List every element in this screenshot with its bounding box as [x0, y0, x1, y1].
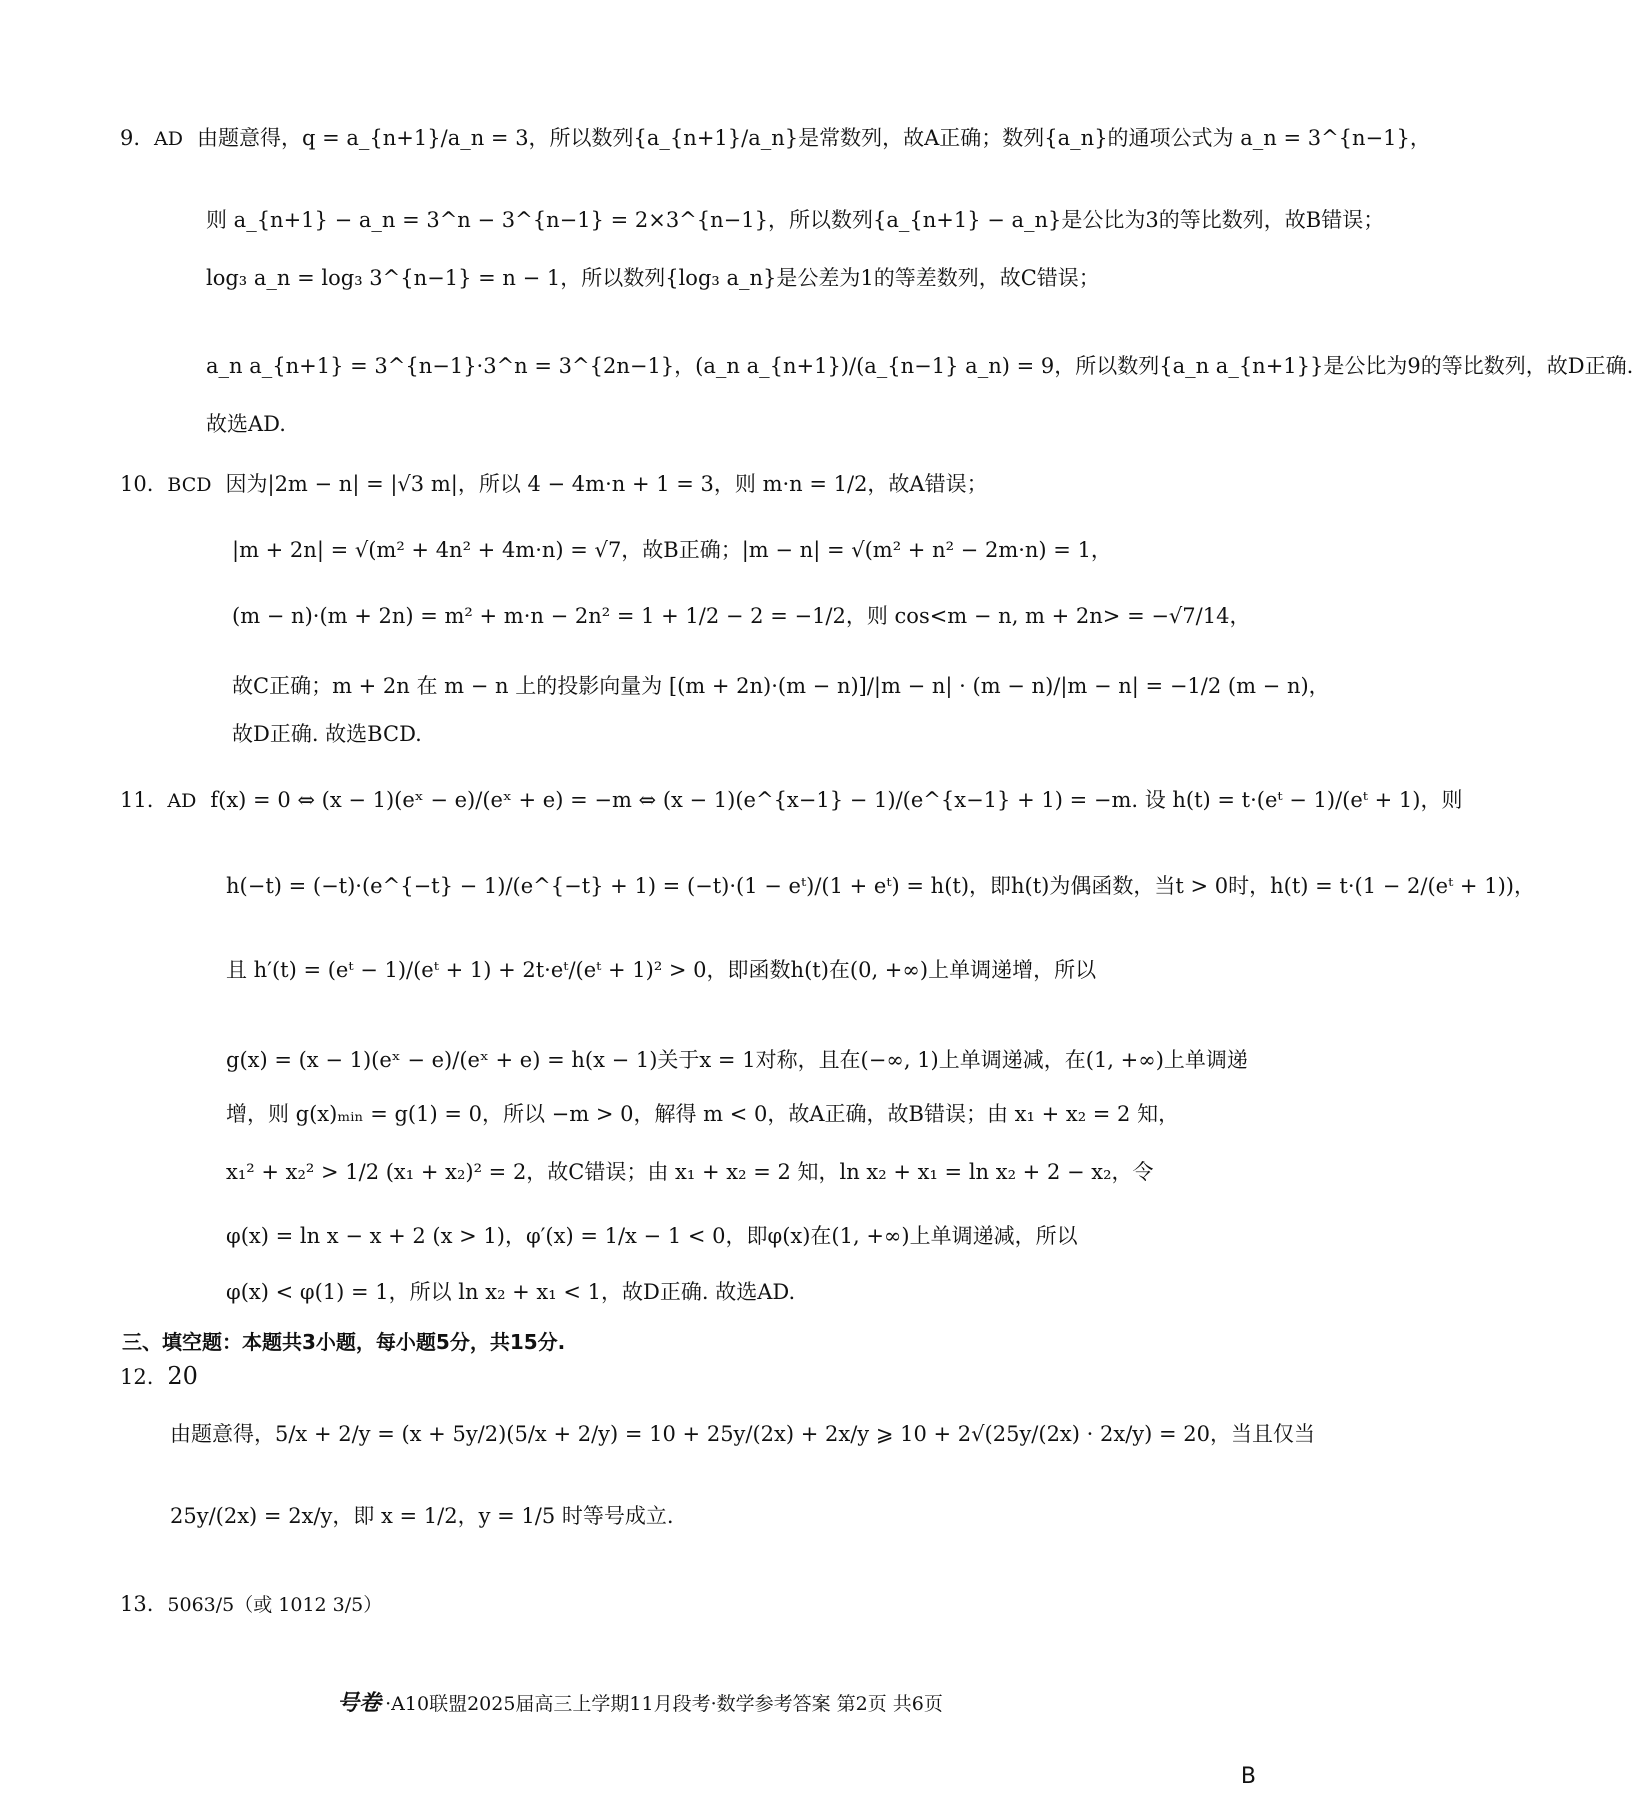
q11-line-4: g(x) = (x − 1)(eˣ − e)/(eˣ + e) = h(x − 1)关于x = 1对称，且在(−∞, 1)上单调递减，在(1, +∞)上单调递 — [226, 1048, 1248, 1072]
q10-answer: BCD — [167, 474, 212, 496]
q9-line-4: a_n a_{n+1} = 3^{n−1}·3^n = 3^{2n−1}，(a_n a_{n+1})/(a_{n−1} a_n) = 9，所以数列{a_n a_{n+1}}是公比为9的等比数列，故D正确. — [206, 354, 1633, 378]
q9-line-3: log₃ a_n = log₃ 3^{n−1} = n − 1，所以数列{log₃ a_n}是公差为1的等差数列，故C错误； — [206, 266, 1100, 290]
q11-line-2: h(−t) = (−t)·(e^{−t} − 1)/(e^{−t} + 1) = (−t)·(1 − eᵗ)/(1 + eᵗ) = h(t)，即h(t)为偶函数，当t > 0时，h(t) = t·(1 − 2/(eᵗ + 1))， — [226, 874, 1535, 898]
q9-text-1: 由题意得，q = a_{n+1}/a_n = 3，所以数列{a_{n+1}/a_n}是常数列，故A正确；数列{a_n}的通项公式为 a_n = 3^{n−1}， — [197, 126, 1431, 150]
q12-line-1 — [120, 1362, 212, 1391]
q12-number: 12. — [120, 1365, 154, 1389]
q9-line-5: 故选AD. — [206, 412, 286, 436]
q9-answer: AD — [154, 128, 184, 150]
q11-line-5: 增，则 g(x)ₘᵢₙ = g(1) = 0，所以 −m > 0，解得 m < 0，故A正确，故B错误；由 x₁ + x₂ = 2 知， — [226, 1102, 1180, 1126]
q10-line-1 — [120, 470, 988, 499]
q13-line-1 — [120, 1590, 396, 1619]
q11-line-1 — [120, 786, 1462, 815]
q9-line-2: 则 a_{n+1} − a_n = 3^n − 3^{n−1} = 2×3^{n−1}，所以数列{a_{n+1} − a_n}是公比为3的等比数列，故B错误； — [206, 208, 1385, 232]
q11-line-6: x₁² + x₂² > 1/2 (x₁ + x₂)² = 2，故C错误；由 x₁ + x₂ = 2 知，ln x₂ + x₁ = ln x₂ + 2 − x₂，令 — [226, 1160, 1154, 1184]
q10-line-5: 故D正确. 故选BCD. — [232, 722, 422, 746]
q10-text-1: 因为|2m − n| = |√3 m|，所以 4 − 4m·n + 1 = 3，则 m·n = 1/2，故A错误； — [225, 472, 988, 496]
q10-line-3: (m − n)·(m + 2n) = m² + m·n − 2n² = 1 + 1/2 − 2 = −1/2，则 cos<m − n, m + 2n> = −√7/14， — [232, 604, 1251, 628]
corner-mark: B — [1240, 1764, 1256, 1789]
q11-line-3: 且 h′(t) = (eᵗ − 1)/(eᵗ + 1) + 2t·eᵗ/(eᵗ + 1)² > 0，即函数h(t)在(0, +∞)上单调递增，所以 — [226, 958, 1097, 982]
q11-number: 11. — [120, 788, 154, 812]
q12-line-2: 由题意得，5/x + 2/y = (x + 5y/2)(5/x + 2/y) = 10 + 25y/(2x) + 2x/y ⩾ 10 + 2√(25y/(2x) · 2x/y) = 20，当且仅当 — [170, 1422, 1316, 1446]
q13-answer: 5063/5（或 1012 3/5） — [167, 1594, 383, 1616]
footer-text: ·A10联盟2025届高三上学期11月段考·数学参考答案 第2页 共6页 — [385, 1693, 943, 1715]
q10-line-2: |m + 2n| = √(m² + 4n² + 4m·n) = √7，故B正确；|m − n| = √(m² + n² − 2m·n) = 1， — [232, 538, 1112, 562]
q11-line-8: φ(x) < φ(1) = 1，所以 ln x₂ + x₁ < 1，故D正确. 故选AD. — [226, 1280, 796, 1304]
q12-answer: 20 — [167, 1362, 198, 1390]
q9-line-1 — [120, 124, 1431, 153]
section-3-heading: 三、填空题：本题共3小题，每小题5分，共15分. — [122, 1330, 566, 1354]
q13-number: 13. — [120, 1592, 154, 1616]
brand-logo-text: 号卷 — [337, 1691, 382, 1716]
q10-line-4: 故C正确；m + 2n 在 m − n 上的投影向量为 [(m + 2n)·(m − n)]/|m − n| · (m − n)/|m − n| = −1/2 (m − n)， — [232, 674, 1330, 698]
page-footer — [0, 1686, 1280, 1717]
q11-line-7: φ(x) = ln x − x + 2 (x > 1)，φ′(x) = 1/x − 1 < 0，即φ(x)在(1, +∞)上单调递减，所以 — [226, 1224, 1078, 1248]
q11-answer: AD — [167, 790, 197, 812]
q11-text-1: f(x) = 0 ⇔ (x − 1)(eˣ − e)/(eˣ + e) = −m ⇔ (x − 1)(e^{x−1} − 1)/(e^{x−1} + 1) = −m. 设 h(t) = t·(eᵗ − 1)/(eᵗ + 1)，则 — [210, 788, 1463, 812]
q9-number: 9. — [120, 126, 141, 150]
q12-line-3: 25y/(2x) = 2x/y，即 x = 1/2，y = 1/5 时等号成立. — [170, 1504, 674, 1528]
q10-number: 10. — [120, 472, 154, 496]
